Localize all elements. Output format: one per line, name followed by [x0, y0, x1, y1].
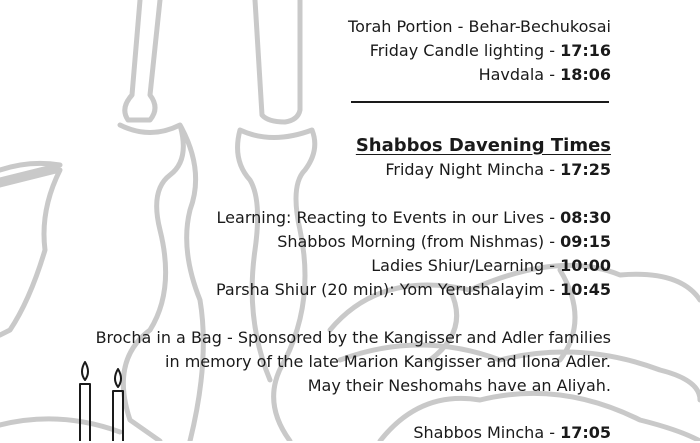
- torah-portion-line: Torah Portion - Behar-Bechukosai: [348, 17, 611, 36]
- shabbos-morning-time: 09:15: [560, 232, 611, 251]
- ladies-shiur-time: 10:00: [560, 256, 611, 275]
- small-flame-2-icon: [115, 369, 121, 387]
- davening-heading: Shabbos Davening Times: [355, 135, 611, 156]
- small-candle-1-icon: [80, 384, 90, 441]
- right-candle-icon: [255, 0, 300, 122]
- candle-lighting-line: Friday Candle lighting - 17:16: [369, 41, 611, 60]
- brocha-line-3: May their Neshomahs have an Aliyah.: [307, 376, 611, 395]
- brocha-line-1: Brocha in a Bag - Sponsored by the Kangisser and Adler families: [95, 328, 611, 347]
- left-candlestick-icon: [120, 125, 203, 441]
- havdala-time: 18:06: [560, 65, 611, 84]
- left-candle-icon: [125, 0, 160, 120]
- friday-mincha-line: Friday Night Mincha - 17:25: [385, 160, 611, 179]
- candle-lighting-time: 17:16: [560, 41, 611, 60]
- divider: [351, 101, 609, 103]
- parsha-shiur-line: Parsha Shiur (20 min): Yom Yerushalayim - 10:45: [215, 280, 611, 299]
- brocha-line-2: in memory of the late Marion Kangisser and Ilona Adler.: [165, 352, 611, 371]
- havdala-line: Havdala - 18:06: [478, 65, 611, 84]
- learning-line: Learning: Reacting to Events in our Lives - 08:30: [216, 208, 611, 227]
- shabbos-mincha-time: 17:05: [560, 423, 611, 442]
- shabbos-morning-line: Shabbos Morning (from Nishmas) - 09:15: [277, 232, 611, 251]
- small-flame-1-icon: [82, 362, 88, 380]
- learning-time: 08:30: [560, 208, 611, 227]
- parsha-shiur-time: 10:45: [560, 280, 611, 299]
- ladies-shiur-line: Ladies Shiur/Learning - 10:00: [371, 256, 611, 275]
- table-edge: [0, 419, 120, 432]
- friday-mincha-time: 17:25: [560, 160, 611, 179]
- kiddush-cup-icon: [0, 163, 60, 335]
- shabbos-mincha-line: Shabbos Mincha - 17:05: [413, 423, 611, 442]
